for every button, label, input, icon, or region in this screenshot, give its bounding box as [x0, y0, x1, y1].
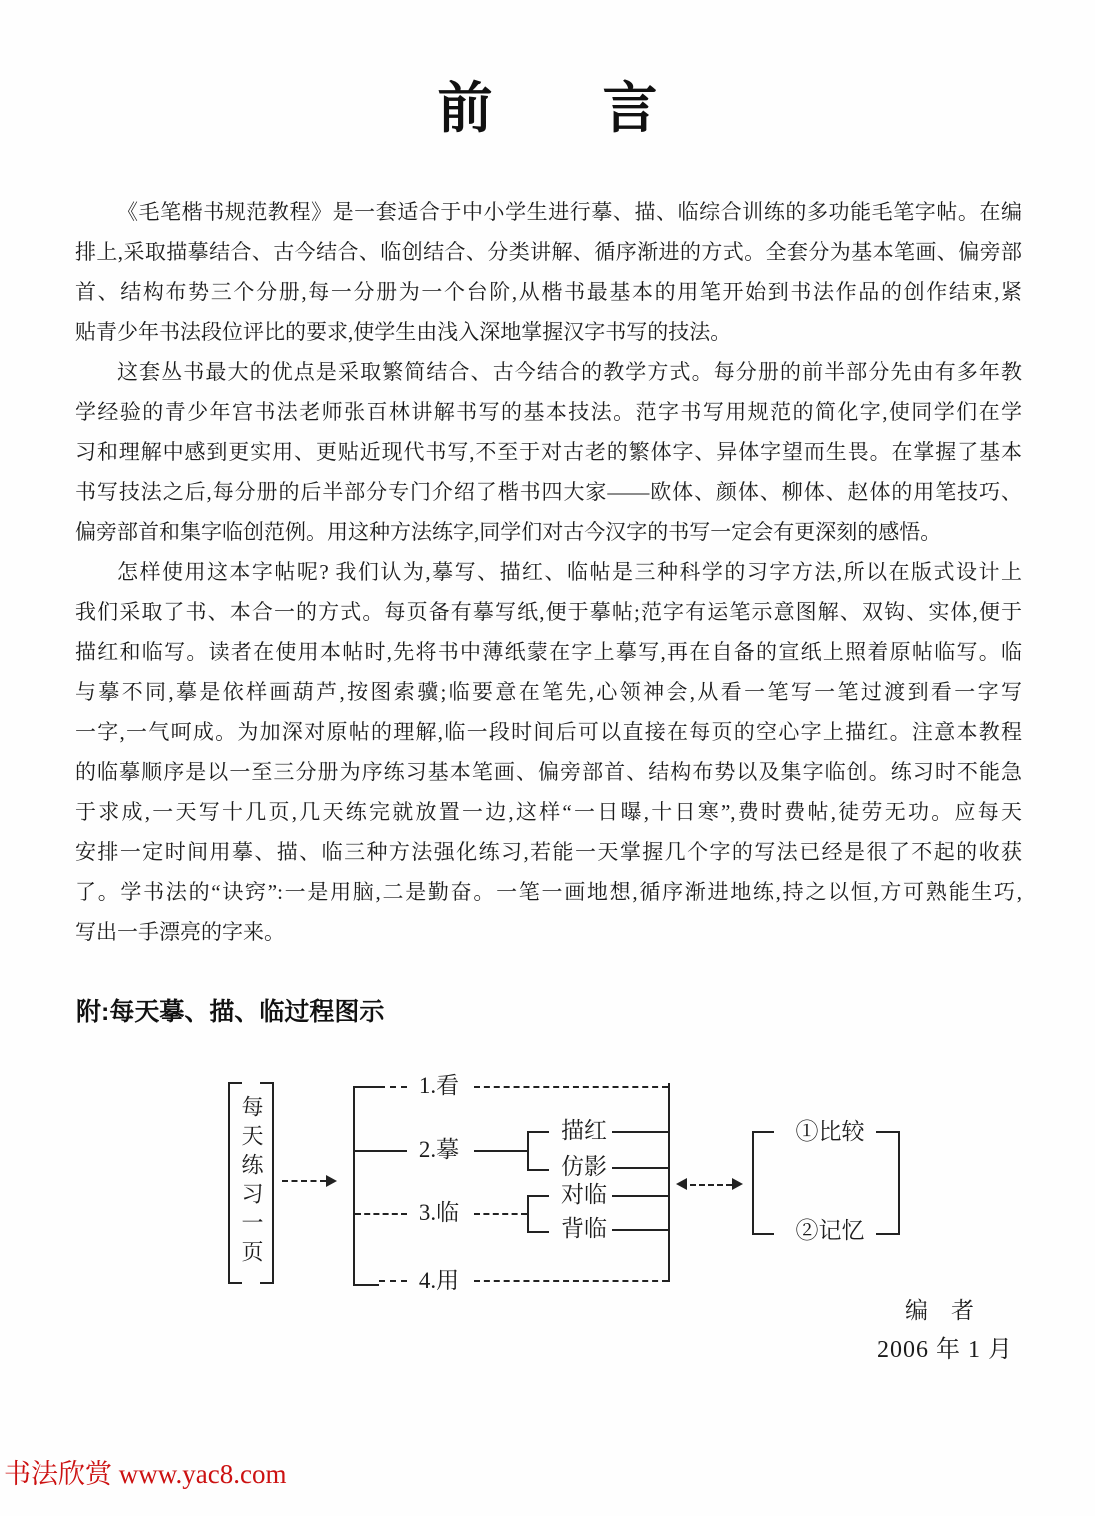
mo-branches-bracket	[527, 1131, 549, 1171]
paragraph-line: 我们采取了书、本合一的方式。每页备有摹写纸,便于摹帖;范字有运笔示意图解、双钩、实体,便于	[75, 600, 1022, 624]
results-bracket-open	[752, 1131, 774, 1235]
paragraph-line: 与摹不同,摹是依样画葫芦,按图索骥;临要意在笔先,心领神会,从看一笔写一笔过渡到看一字写	[75, 680, 1022, 704]
signature-author: 编 者	[905, 1298, 974, 1323]
results-bracket-close	[876, 1131, 900, 1235]
flow-connector	[355, 1150, 407, 1152]
flow-connector	[474, 1213, 527, 1215]
paragraph-line: 排上,采取描摹结合、古今结合、临创结合、分类讲解、循序渐进的方式。全套分为基本笔画、偏旁部	[75, 240, 1022, 264]
watermark-url: www.yac8.com	[118, 1459, 287, 1489]
flow-connector	[474, 1150, 527, 1152]
flow-connector	[612, 1229, 668, 1231]
practice-flow-diagram	[0, 1070, 1095, 1315]
paragraph-line: 学经验的青少年宫书法老师张百林讲解书写的基本技法。范字书写用规范的简化字,使同学们在学	[75, 400, 1022, 424]
lin-branches-bracket	[527, 1195, 549, 1233]
flow-connector	[690, 1184, 732, 1186]
flow-connector	[474, 1086, 668, 1088]
flow-step-mo: 2.摹	[418, 1137, 460, 1162]
flow-connector	[474, 1280, 668, 1282]
flow-result-memory: ②记忆	[795, 1218, 865, 1243]
arrow-right-icon	[326, 1175, 337, 1187]
collector-rail	[668, 1083, 670, 1282]
arrow-left-icon	[676, 1178, 687, 1190]
paragraph-line: 首、结构布势三个分册,每一分册为一个台阶,从楷书最基本的用笔开始到书法作品的创作结束,紧	[75, 280, 1022, 304]
paragraph-line: 一字,一气呵成。为加深对原帖的理解,临一段时间后可以直接在每页的空心字上描红。注意本教程	[75, 720, 1022, 744]
paragraph-line: 这套丛书最大的优点是采取繁简结合、古今结合的教学方式。每分册的前半部分先由有多年教	[117, 360, 1022, 384]
arrow-right-icon	[732, 1178, 743, 1190]
flow-step-yong: 4.用	[418, 1268, 460, 1293]
watermark-label: 书法欣赏	[4, 1459, 112, 1489]
signature-date: 2006 年 1 月	[877, 1337, 1013, 1363]
steps-bracket	[353, 1086, 379, 1286]
flow-step-lin: 3.临	[418, 1200, 460, 1225]
flow-connector	[355, 1213, 407, 1215]
paragraph-line: 书写技法之后,每分册的后半部分专门介绍了楷书四大家——欧体、颜体、柳体、赵体的用笔技巧、	[75, 480, 1022, 504]
paragraph-line: 习和理解中感到更实用、更贴近现代书写,不至于对古老的繁体字、异体字望而生畏。在掌握了基本	[75, 440, 1022, 464]
paragraph-line: 的临摹顺序是以一至三分册为序练习基本笔画、偏旁部首、结构布势以及集字临创。练习时不能急	[75, 760, 1022, 784]
flow-connector	[379, 1086, 407, 1088]
flow-branch-fangying: 仿影	[561, 1154, 607, 1179]
flow-node-daily-practice	[228, 1082, 274, 1284]
paragraph-line: 于求成,一天写十几页,几天练完就放置一边,这样“一日曝,十日寒”,费时费帖,徒劳无功。应每天	[75, 800, 1022, 824]
flow-branch-duilin: 对临	[561, 1182, 607, 1207]
body-text	[75, 192, 1022, 952]
paragraph-line: 贴青少年书法段位评比的要求,使学生由浅入深地掌握汉字书写的技法。	[75, 320, 732, 344]
paragraph-line: 《毛笔楷书规范教程》是一套适合于中小学生进行摹、描、临综合训练的多功能毛笔字帖。在编	[117, 200, 1022, 224]
flow-result-compare: ①比较	[795, 1119, 865, 1144]
flow-connector	[612, 1131, 668, 1133]
paragraph-line: 描红和临写。读者在使用本帖时,先将书中薄纸蒙在字上摹写,再在自备的宣纸上照着原帖临写。临	[75, 640, 1022, 664]
flow-node-daily-label: 每天练习一页	[239, 1095, 264, 1269]
flow-branch-miaohong: 描红	[561, 1118, 607, 1143]
flow-connector	[612, 1195, 668, 1197]
page-title: 前 言	[437, 77, 658, 139]
paragraph-line: 怎样使用这本字帖呢? 我们认为,摹写、描红、临帖是三种科学的习字方法,所以在版式设计上	[117, 560, 1022, 584]
paragraph-line: 写出一手漂亮的字来。	[75, 920, 285, 944]
flow-connector	[282, 1180, 326, 1182]
attachment-heading: 附:每天摹、描、临过程图示	[76, 998, 385, 1026]
paragraph-line: 偏旁部首和集字临创范例。用这种方法练字,同学们对古今汉字的书写一定会有更深刻的感悟。	[75, 520, 942, 544]
site-watermark	[4, 1452, 286, 1491]
flow-step-kan: 1.看	[418, 1073, 460, 1098]
paragraph-line: 安排一定时间用摹、描、临三种方法强化练习,若能一天掌握几个字的写法已经是很了不起的收获	[75, 840, 1022, 864]
flow-branch-beilin: 背临	[561, 1216, 607, 1241]
flow-connector	[612, 1167, 668, 1169]
flow-connector	[379, 1280, 407, 1282]
paragraph-line: 了。学书法的“诀窍”:一是用脑,二是勤奋。一笔一画地想,循序渐进地练,持之以恒,方可熟能生巧,	[75, 880, 1022, 904]
